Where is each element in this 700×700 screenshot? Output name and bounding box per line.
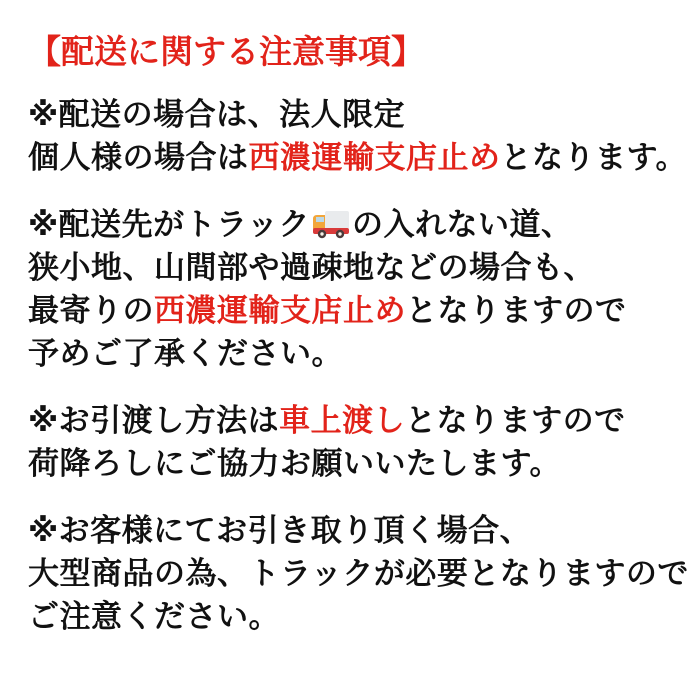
- paragraph-handover: [28, 400, 680, 486]
- notice-line: [28, 247, 680, 290]
- notice-text: 大型商品の為、トラックが必要となりますので: [28, 556, 689, 592]
- notice-line: [28, 333, 680, 376]
- paragraph-pickup: [28, 510, 689, 639]
- notice-text: 狭小地、山間部や過疎地などの場合も、: [28, 250, 595, 286]
- notice-text: 荷降ろしにご協力お願いいたします。: [28, 446, 562, 482]
- page-title: 【配送に関する注意事項】: [28, 32, 424, 71]
- notice-text: ご注意ください。: [28, 599, 280, 635]
- notice-line: [28, 94, 680, 137]
- notice-text: となりますので: [405, 403, 626, 439]
- notice-text: ※お引渡し方法は: [28, 403, 280, 439]
- notice-text: 個人様の場合は: [28, 140, 249, 176]
- notice-text: の入れない道、: [352, 207, 573, 243]
- paragraph-delivery-corporate: [28, 94, 688, 180]
- notice-line: [28, 553, 689, 596]
- truck-icon: [311, 209, 351, 239]
- notice-line: [28, 204, 680, 247]
- notice-text: 最寄りの: [28, 293, 154, 329]
- notice-line: [28, 290, 680, 333]
- notice-line: [28, 400, 680, 443]
- notice-line: [28, 443, 680, 486]
- notice-line: [28, 137, 688, 180]
- notice-text: となりますので: [406, 293, 627, 329]
- notice-text: となります。: [500, 140, 688, 176]
- highlighted-text: 西濃運輸支店止め: [248, 140, 501, 176]
- highlighted-text: 西濃運輸支店止め: [154, 293, 406, 329]
- notice-text: ※配送先がトラック: [28, 207, 311, 243]
- notice-text: 予めご了承ください。: [28, 336, 343, 372]
- highlighted-text: 車上渡し: [279, 403, 406, 439]
- notice-line: [28, 596, 680, 639]
- paragraph-narrow-roads: [28, 204, 680, 376]
- notice-text: ※配送の場合は、法人限定: [28, 97, 406, 133]
- notice-text: ※お客様にてお引き取り頂く場合、: [28, 513, 532, 549]
- notice-line: [28, 510, 680, 553]
